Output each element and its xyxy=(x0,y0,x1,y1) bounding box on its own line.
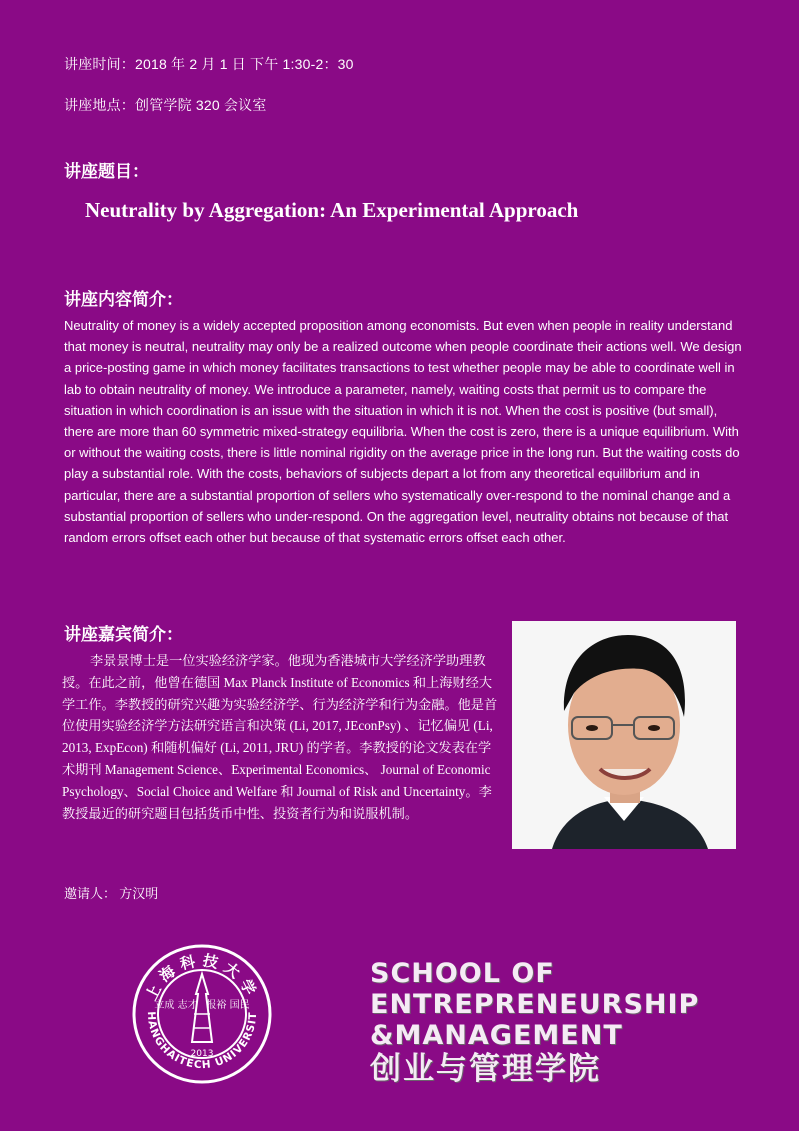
speaker-heading: 讲座嘉宾简介： xyxy=(64,625,183,644)
speaker-photo xyxy=(512,621,736,849)
logo-motto-left: 立成 志才 xyxy=(154,1000,198,1011)
topic-heading: 讲座题目： xyxy=(64,162,149,181)
abstract-heading: 讲座内容简介： xyxy=(64,290,183,309)
logo-ring-en: HANGHAITECH UNIVERSIT xyxy=(144,1011,260,1072)
school-line-3: &MANAGEMENT xyxy=(370,1020,623,1051)
inviter: 邀请人： 方汉明 xyxy=(64,886,159,901)
lecture-title: Neutrality by Aggregation: An Experimental Approach xyxy=(85,198,579,222)
school-line-2: ENTREPRENEURSHIP xyxy=(370,989,700,1020)
logo-year: 2013 xyxy=(190,1049,214,1059)
university-logo xyxy=(132,944,272,1084)
logo-motto-right: 报裕 国民 xyxy=(206,1000,250,1011)
logo-ring-cn: 上海科技大学 xyxy=(142,951,262,1004)
lecture-location: 讲座地点：创管学院 320 会议室 xyxy=(64,97,267,113)
school-name-cn: 创业与管理学院 xyxy=(370,1051,601,1087)
school-name xyxy=(370,958,699,1087)
abstract-text: Neutrality of money is a widely accepted proposition among economists. But even when people in reality understand that money is neutral, neutrality may only be a realized outcome when people coordinate their actions well. We design a price-posting game in which money facilitates transactions to test whether people may be able to coordinate well in lab to obtain neutrality of money. We introduce a parameter, namely, waiting costs that permit us to compare the situation in which coordination is an issue with the situation in which it is not. When the cost is positive (but small), there are more than 60 symmetric mixed-strategy equilibria. When the cost is zero, there is a unique equilibrium. With or without the waiting costs, there is little nominal rigidity on the average price in the long run. But the waiting costs do play a substantial role. With the costs, behaviors of subjects depart a lot from any theoretical equilibrium and in particular, there are a substantial proportion of sellers who systematically over-respond to the nominal change and a substantial proportion of sellers who under-respond. On the aggregation level, neutrality obtains not because of that random errors offset each other but because of that systematic errors offset each other. xyxy=(64,318,742,546)
speaker-bio: 李景景博士是一位实验经济学家。他现为香港城市大学经济学助理教授。在此之前，他曾在德国 Max Planck Institute of Economics 和上海财经大学工作。李教授的研究兴趣为实验经济学、行为经济学和行为金融。他是首位使用实验经济学方法研究语言和决策 (Li, 2017, JEconPsy) 、记忆偏见 (Li, 2013, ExpEcon) 和随机偏好 (Li, 2011, JRU) 的学者。李教授的论文发表在学术期刊 Management Science、Experimental Economics、 Journal of Economic Psychology、Social Choice and Welfare 和 Journal of Risk and Uncertainty。李教授最近的研究题目包括货币中性、投资者行为和说服机制。 xyxy=(62,653,498,821)
speaker-portrait xyxy=(512,621,736,849)
lecture-time: 讲座时间：2018 年 2 月 1 日 下午 1:30-2：30 xyxy=(64,56,354,72)
school-line-1: SCHOOL OF xyxy=(370,958,555,989)
